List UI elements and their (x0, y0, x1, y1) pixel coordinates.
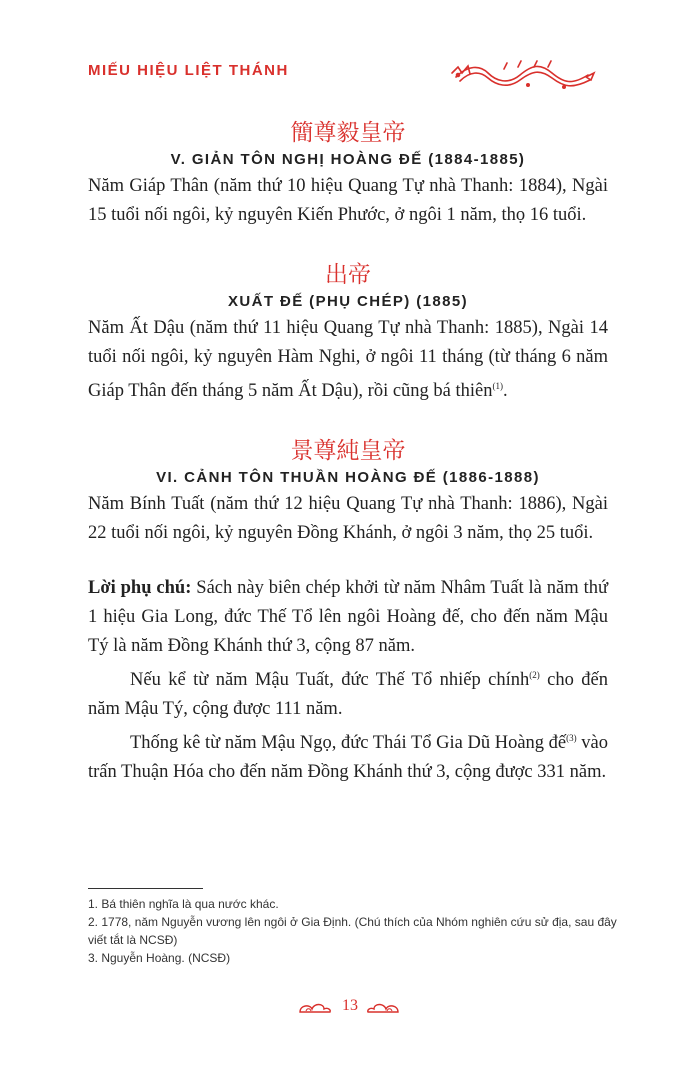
footnotes (88, 888, 618, 967)
note-text: vào trấn Thuận Hóa cho đến năm Đồng Khánh thứ 3, cộng được 331 năm. (88, 733, 608, 783)
section-xuat-de (88, 256, 608, 406)
section-text (88, 314, 608, 406)
cloud-ornament-icon (366, 1000, 400, 1016)
section-heading: V. GIẢN TÔN NGHỊ HOÀNG ĐẾ (1884-1885) (170, 151, 526, 168)
footnote-ref: (2) (529, 670, 540, 681)
cloud-ornament-icon (298, 1000, 332, 1016)
page-number: 13 (342, 997, 358, 1014)
note-text: cho đến năm Mậu Tý, cộng được 111 năm. (88, 670, 608, 720)
section-text-tail: . (503, 381, 508, 402)
footnote-2: 2. 1778, năm Nguyễn vương lên ngôi ở Gia Định. (Chú thích của Nhóm nghiên cứu sử địa, sau đây viết tắt là NCSĐ) (88, 915, 617, 947)
page-footer (0, 995, 700, 1021)
footnote-divider (88, 888, 203, 889)
han-title: 簡尊毅皇帝 (290, 120, 406, 146)
note-label: Lời phụ chú: (88, 578, 192, 599)
footnote-3: 3. Nguyễn Hoàng. (NCSĐ) (88, 951, 231, 965)
footnote-ref: (1) (492, 381, 503, 391)
section-heading: XUẤT ĐẾ (PHỤ CHÉP) (1885) (227, 293, 469, 310)
section-gian-ton (88, 114, 608, 230)
dragon-ornament-icon (448, 55, 598, 95)
running-header: MIẾU HIỆU LIỆT THÁNH (88, 62, 289, 79)
han-title: 景尊純皇帝 (290, 438, 406, 465)
note-paragraph-3 (88, 724, 608, 787)
han-title: 出帝 (325, 262, 371, 288)
section-text: Năm Bính Tuất (năm thứ 12 hiệu Quang Tự nhà Thanh: 1886), Ngài 22 tuổi nối ngôi, kỷ nguyên Đồng Khánh, ở ngôi 3 năm, thọ 25 tuổi. (88, 494, 608, 544)
note-section (88, 574, 608, 787)
section-text-body: Năm Ất Dậu (năm thứ 11 hiệu Quang Tự nhà Thanh: 1885), Ngài 14 tuổi nối ngôi, kỷ nguyên Hàm Nghi, ở ngôi 11 tháng (từ tháng 6 năm Giáp Thân đến tháng 5 năm Ất Dậu), rồi cũng bá thiên (88, 318, 608, 402)
note-paragraph-2 (88, 661, 608, 724)
note-text: Thống kê từ năm Mậu Ngọ, đức Thái Tổ Gia Dũ Hoàng đế (130, 733, 567, 754)
note-text: Sách này biên chép khởi từ năm Nhâm Tuất là năm thứ 1 hiệu Gia Long, đức Thế Tổ lên ngôi Hoàng đế, cho đến năm Mậu Tý là năm Đồng Khánh thứ 3, cộng 87 năm. (88, 578, 608, 657)
page-content (88, 110, 608, 787)
note-paragraph-1 (88, 574, 608, 661)
footnote-ref: (3) (566, 733, 577, 744)
section-text: Năm Giáp Thân (năm thứ 10 hiệu Quang Tự nhà Thanh: 1884), Ngài 15 tuổi nối ngôi, kỷ nguyên Kiến Phước, ở ngôi 1 năm, thọ 16 tuổi. (88, 176, 608, 225)
footnote-1: 1. Bá thiên nghĩa là qua nước khác. (88, 897, 279, 911)
section-canh-ton (88, 432, 608, 548)
section-heading: VI. CẢNH TÔN THUẦN HOÀNG ĐẾ (1886-1888) (156, 469, 540, 487)
note-text: Nếu kể từ năm Mậu Tuất, đức Thế Tổ nhiếp chính (130, 670, 530, 691)
